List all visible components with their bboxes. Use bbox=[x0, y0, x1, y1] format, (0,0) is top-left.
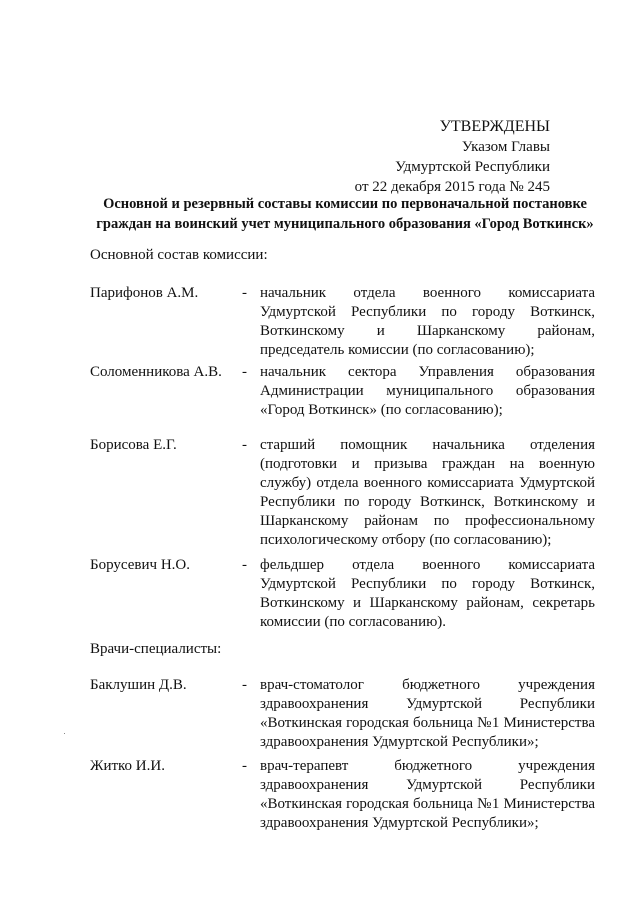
approval-line-decree: Указом Главы bbox=[461, 139, 550, 155]
member-description: начальник сектора Управления образования Администрации муниципального образования «Город Воткинск» (по согласованию); bbox=[260, 364, 595, 418]
document-title-line-2: граждан на воинский учет муниципального образования «Город Воткинск» bbox=[96, 216, 594, 232]
doctor-name: Житко И.И. bbox=[90, 758, 165, 774]
doctor-description: врач-терапевт бюджетного учреждения здравоохранения Удмуртской Республики «Воткинская городская больница №1 Министерства здравоохранения Удмуртской Республики»; bbox=[260, 758, 595, 831]
member-dash: - bbox=[242, 557, 247, 573]
approval-title: УТВЕРЖДЕНЫ bbox=[439, 118, 550, 135]
scan-speck bbox=[64, 733, 65, 734]
member-name: Борисова Е.Г. bbox=[90, 437, 177, 453]
approval-line-republic: Удмуртской Республики bbox=[395, 159, 550, 175]
member-dash: - bbox=[242, 437, 247, 453]
member-description: начальник отдела военного комиссариата Удмуртской Республики по городу Воткинск, Воткинскому и Шарканскому районам, председатель комиссии (по согласованию); bbox=[260, 285, 595, 358]
document-title-line-1: Основной и резервный составы комиссии по первоначальной постановке bbox=[103, 196, 587, 212]
member-name: Соломенникова А.В. bbox=[90, 364, 222, 380]
member-description: фельдшер отдела военного комиссариата Удмуртской Республики по городу Воткинск, Воткинскому и Шарканскому районам, секретарь комиссии (по согласованию). bbox=[260, 557, 595, 630]
member-name: Борусевич Н.О. bbox=[90, 557, 190, 573]
member-name: Парифонов А.М. bbox=[90, 285, 199, 301]
document-title bbox=[80, 194, 610, 234]
approval-block bbox=[340, 117, 550, 197]
approval-line-date: от 22 декабря 2015 года № 245 bbox=[354, 179, 550, 195]
doctor-dash: - bbox=[242, 758, 247, 774]
member-description: старший помощник начальника отделения (подготовки и призыва граждан на военную службу) отдела военного комиссариата Удмуртской Республики по городу Воткинск, Воткинскому и Шарканскому районам по профессиональному психологическому отбору (по согласованию); bbox=[260, 437, 595, 548]
section-main-composition: Основной состав комиссии: bbox=[90, 247, 268, 263]
section-doctors: Врачи-специалисты: bbox=[90, 641, 222, 657]
doctor-dash: - bbox=[242, 677, 247, 693]
member-dash: - bbox=[242, 364, 247, 380]
doctor-name: Баклушин Д.В. bbox=[90, 677, 187, 693]
member-dash: - bbox=[242, 285, 247, 301]
doctor-description: врач-стоматолог бюджетного учреждения здравоохранения Удмуртской Республики «Воткинская городская больница №1 Министерства здравоохранения Удмуртской Республики»; bbox=[260, 677, 595, 750]
